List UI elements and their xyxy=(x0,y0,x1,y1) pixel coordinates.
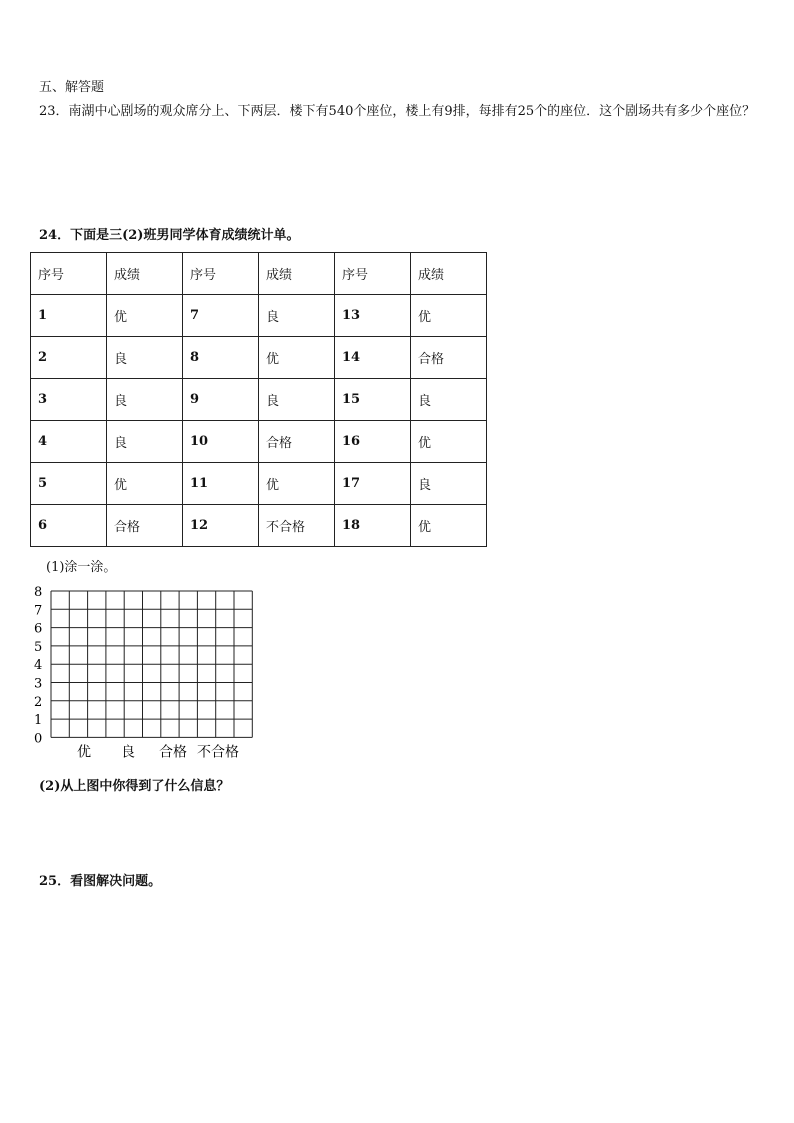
table-row xyxy=(31,505,487,547)
grid-x-label: 合格 xyxy=(159,744,187,761)
table-header-row xyxy=(31,253,487,295)
table-cell-number: 7 xyxy=(183,295,259,337)
table-row xyxy=(31,463,487,505)
grid-y-label: 2 xyxy=(34,694,43,710)
table-cell-grade: 合格 xyxy=(107,505,183,547)
table-cell-grade: 优 xyxy=(259,337,335,379)
grid-x-label: 良 xyxy=(121,744,135,761)
table-cell-number: 10 xyxy=(183,421,259,463)
table-cell-number: 1 xyxy=(31,295,107,337)
table-cell-number: 18 xyxy=(335,505,411,547)
table-cell-grade: 合格 xyxy=(411,337,487,379)
table-cell-number: 9 xyxy=(183,379,259,421)
table-cell-number: 14 xyxy=(335,337,411,379)
table-cell-grade: 优 xyxy=(107,463,183,505)
table-cell-number: 5 xyxy=(31,463,107,505)
table-cell-grade: 优 xyxy=(259,463,335,505)
grid-svg xyxy=(32,585,262,767)
table-cell-grade: 优 xyxy=(411,421,487,463)
table-cell-grade: 合格 xyxy=(259,421,335,463)
table-cell-grade: 良 xyxy=(107,337,183,379)
grid-y-label: 5 xyxy=(34,639,43,655)
grid-y-label: 1 xyxy=(34,713,43,729)
table-cell-number: 4 xyxy=(31,421,107,463)
score-table-body xyxy=(31,253,487,547)
table-cell-number: 17 xyxy=(335,463,411,505)
table-cell-grade: 良 xyxy=(411,379,487,421)
grid-y-label: 3 xyxy=(34,676,43,692)
table-row xyxy=(31,337,487,379)
table-cell-grade: 优 xyxy=(411,505,487,547)
table-row xyxy=(31,421,487,463)
table-cell-grade: 良 xyxy=(411,463,487,505)
grid-y-label: 8 xyxy=(34,585,43,600)
table-cell-number: 6 xyxy=(31,505,107,547)
table-header-cell: 成绩 xyxy=(259,253,335,295)
table-header-cell: 序号 xyxy=(183,253,259,295)
table-cell-number: 12 xyxy=(183,505,259,547)
table-cell-grade: 良 xyxy=(107,421,183,463)
table-cell-number: 15 xyxy=(335,379,411,421)
question-24-title: 24．下面是三(2)班男同学体育成绩统计单。 xyxy=(39,228,300,243)
sub-question-2: (2)从上图中你得到了什么信息？ xyxy=(39,779,230,794)
table-cell-grade: 良 xyxy=(259,295,335,337)
table-cell-grade: 良 xyxy=(259,379,335,421)
table-header-cell: 成绩 xyxy=(107,253,183,295)
sub-question-1: (1)涂一涂。 xyxy=(46,560,117,575)
blank-bar-grid xyxy=(32,585,262,771)
question-23-text: 23．南湖中心剧场的观众席分上、下两层．楼下有540个座位，楼上有9排，每排有25个的座位．这个剧场共有多少个座位？ xyxy=(39,104,756,119)
table-cell-number: 2 xyxy=(31,337,107,379)
grid-x-label: 不合格 xyxy=(197,744,239,761)
section-title: 五、解答题 xyxy=(39,80,105,95)
table-row xyxy=(31,295,487,337)
table-cell-grade: 优 xyxy=(411,295,487,337)
grid-y-label: 6 xyxy=(34,621,43,637)
table-cell-grade: 良 xyxy=(107,379,183,421)
grid-y-label: 4 xyxy=(34,658,43,674)
table-cell-grade: 优 xyxy=(107,295,183,337)
table-cell-grade: 不合格 xyxy=(259,505,335,547)
table-cell-number: 16 xyxy=(335,421,411,463)
table-row xyxy=(31,379,487,421)
table-cell-number: 13 xyxy=(335,295,411,337)
table-header-cell: 序号 xyxy=(335,253,411,295)
table-cell-number: 8 xyxy=(183,337,259,379)
table-cell-number: 11 xyxy=(183,463,259,505)
grid-y-label: 0 xyxy=(34,731,43,747)
table-header-cell: 成绩 xyxy=(411,253,487,295)
grid-x-label: 优 xyxy=(77,744,91,761)
table-cell-number: 3 xyxy=(31,379,107,421)
question-25-title: 25．看图解决问题。 xyxy=(39,874,162,889)
score-table xyxy=(30,252,487,547)
table-header-cell: 序号 xyxy=(31,253,107,295)
grid-y-label: 7 xyxy=(34,603,43,619)
